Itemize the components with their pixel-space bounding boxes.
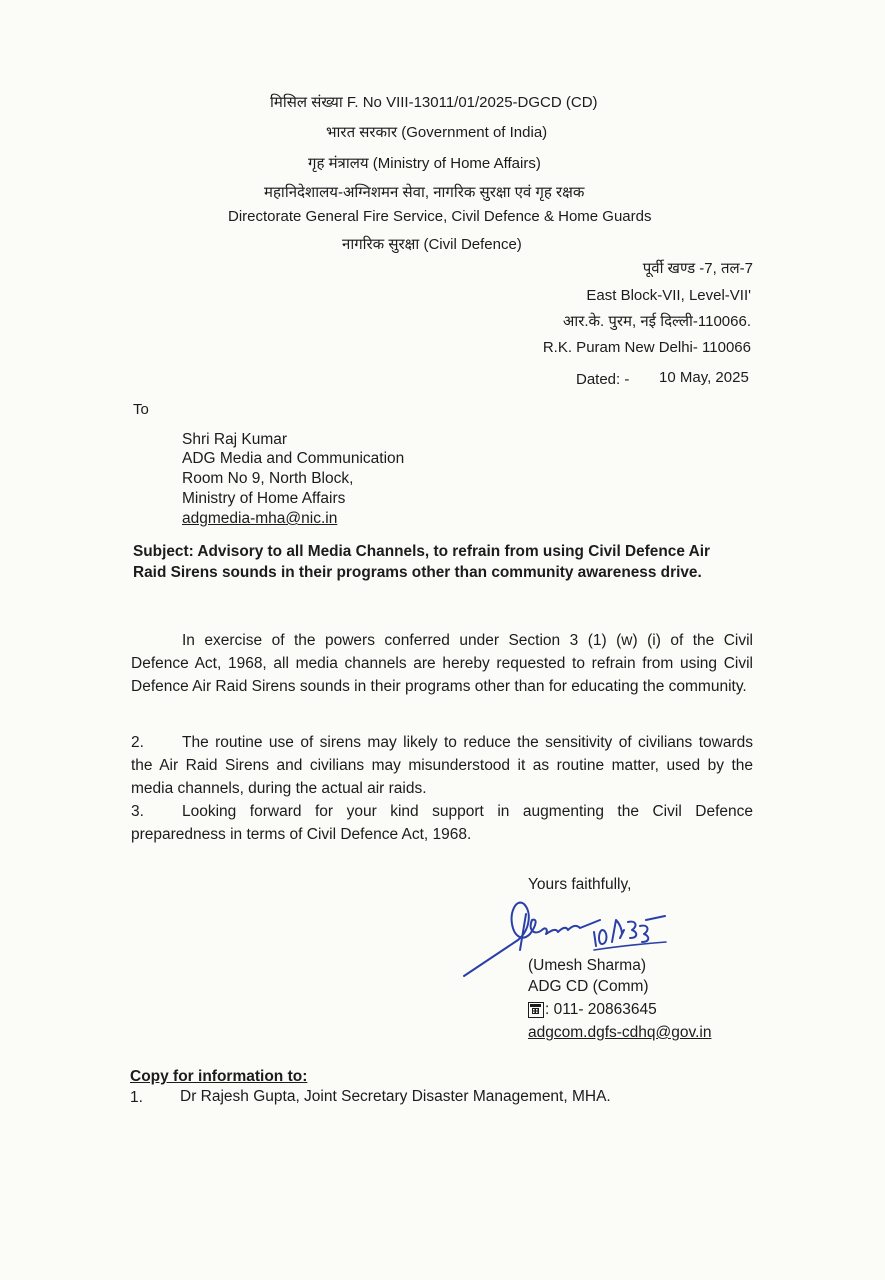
- telephone-icon: [528, 1002, 544, 1018]
- address-line2-english: R.K. Puram New Delhi- 110066: [542, 339, 751, 356]
- recipient-ministry: Ministry of Home Affairs: [182, 490, 346, 507]
- subject-line-1: Subject: Advisory to all Media Channels, to refrain from using Civil Defence Air: [133, 543, 710, 560]
- paragraph-1-first-line: In exercise of the powers conferred under Section 3 (1) (w) (i) of the Civil: [182, 632, 753, 649]
- recipient-room: Room No 9, North Block,: [182, 470, 354, 487]
- paragraph-1-rest: Defence Act, 1968, all media channels are hereby requested to refrain from using Civil Defence Air Raid Sirens sounds in their programs other than for educating the community.: [131, 655, 753, 695]
- paragraph-2-number: 2.: [131, 734, 144, 751]
- division-line: नागरिक सुरक्षा (Civil Defence): [342, 236, 522, 253]
- government-line: भारत सरकार (Government of India): [326, 124, 548, 141]
- copy-item-text: Dr Rajesh Gupta, Joint Secretary Disaster Management, MHA.: [180, 1088, 611, 1105]
- recipient-designation: ADG Media and Communication: [182, 450, 405, 467]
- paragraph-3-number: 3.: [131, 803, 144, 820]
- paragraph-2-rest: the Air Raid Sirens and civilians may misunderstood it as routine matter, used by the media channels, during the actual air raids.: [131, 757, 753, 797]
- directorate-english: Directorate General Fire Service, Civil Defence & Home Guards: [228, 208, 652, 225]
- address-line1-hindi: पूर्वी खण्ड -7, तल-7: [642, 260, 753, 277]
- paragraph-1: [131, 629, 753, 698]
- signatory-email-link[interactable]: adgcom.dgfs-cdhq@gov.in: [528, 1024, 712, 1041]
- to-label: To: [133, 401, 149, 418]
- closing-line: Yours faithfully,: [528, 876, 632, 893]
- signatory-designation: ADG CD (Comm): [528, 978, 649, 995]
- ministry-line: गृह मंत्रालय (Ministry of Home Affairs): [308, 155, 541, 172]
- copy-item-number: 1.: [130, 1089, 143, 1106]
- file-number: मिसिल संख्या F. No VIII-13011/01/2025-DGCD (CD): [270, 94, 598, 111]
- recipient-email-link[interactable]: adgmedia-mha@nic.in: [182, 510, 338, 527]
- paragraph-3-first-line: Looking forward for your kind support in augmenting the Civil Defence: [182, 803, 753, 820]
- address-line2-hindi: आर.के. पुरम, नई दिल्ली-110066.: [562, 313, 751, 330]
- paragraph-2: [131, 731, 753, 800]
- subject-line-2: Raid Sirens sounds in their programs other than community awareness drive.: [133, 564, 702, 581]
- recipient-name: Shri Raj Kumar: [182, 431, 288, 448]
- signatory-phone: : 011- 20863645: [545, 1001, 657, 1018]
- copy-heading: Copy for information to:: [130, 1068, 308, 1085]
- address-line1-english: East Block-VII, Level-VII': [586, 287, 751, 304]
- paragraph-3-rest: preparedness in terms of Civil Defence Act, 1968.: [131, 826, 472, 843]
- directorate-hindi: महानिदेशालय-अग्निशमन सेवा, नागरिक सुरक्षा एवं गृह रक्षक: [264, 184, 585, 201]
- paragraph-3: [131, 800, 753, 846]
- signatory-phone-row: [528, 999, 657, 1021]
- signatory-name: (Umesh Sharma): [528, 957, 646, 974]
- letter-date: 10 May, 2025: [659, 369, 749, 386]
- dated-label: Dated: -: [576, 371, 630, 388]
- paragraph-2-first-line: The routine use of sirens may likely to reduce the sensitivity of civilians towards: [182, 734, 753, 751]
